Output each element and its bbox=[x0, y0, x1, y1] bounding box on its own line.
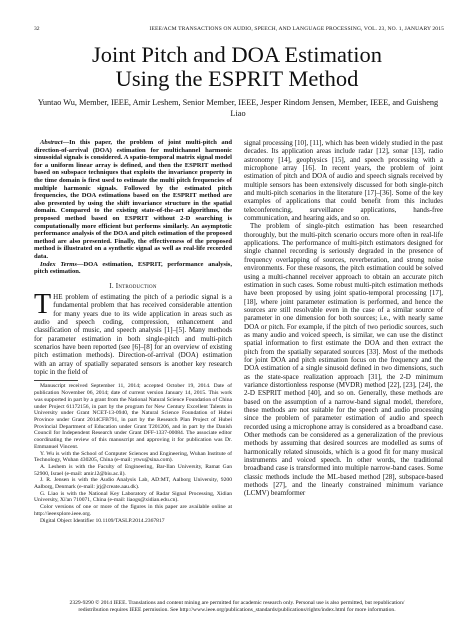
index-terms bbox=[34, 261, 232, 276]
footnote-doi: Digital Object Identifier 10.1109/TASLP.2014.2367817 bbox=[40, 517, 165, 524]
footnote-manuscript: Manuscript received September 11, 2014; accepted October 19, 2014. Date of publication November 06, 2014; date of current version January 14, 2015. This work was supported in part by a grant from the National Natural Science Foundation of China under Project 61172156, in part by the program for New Century Excellent Talents in University under Grant NCET-13-0940, the Natural Science Foundation of Hubei Province under Grant 2014CFB791, in part by the Research Plan Project of Hubei Provincial Department of Education under Grant T201206, and in part by the Danish Council for Independent Research under Grant DFF-1337-00084. The associate editor coordinating the review of this manuscript and approving it for publication was Dr. Emmanuel Vincent. bbox=[34, 383, 232, 450]
footnote-affiliation-wu: Y. Wu is with the School of Computer Sciences and Engineering, Wuhan Institute of Technology, Wuhan 430205, China (e-mail: ytwu@sina.com). bbox=[34, 450, 232, 464]
abstract bbox=[34, 139, 232, 261]
abstract-label: Abstract bbox=[40, 139, 63, 146]
right-column bbox=[244, 139, 443, 498]
footnote-affiliation-liao: G. Liao is with the National Key Laboratory of Radar Signal Processing, Xidian University, Xi'an 710071, China (e-mail: liaogs@xidian.edu.cn). bbox=[34, 490, 232, 504]
intro-paragraph bbox=[34, 289, 232, 377]
left-column bbox=[34, 139, 232, 524]
footnote-affiliation-jensen: J. R. Jensen is with the Audio Analysis Lab, AD:MT, Aalborg University, 9200 Aalborg, Denmark (e-mail: jrj@create.aau.dk). bbox=[34, 477, 232, 491]
title-line-2: Using the ESPRIT Method bbox=[115, 66, 359, 91]
page-number: 32 bbox=[34, 26, 40, 32]
footnote-color-versions: Color versions of one or more of the figures in this paper are available online at http://ieeexplore.ieee.org. bbox=[34, 504, 232, 517]
paper-title bbox=[0, 43, 474, 91]
author-list: Yuntao Wu, Member, IEEE, Amir Leshem, Senior Member, IEEE, Jesper Rindom Jensen, Member, IEEE, and Guisheng Liao bbox=[37, 98, 439, 118]
title-line-1: Joint Pitch and DOA Estimation bbox=[92, 42, 382, 67]
copyright-notice bbox=[0, 600, 474, 613]
abstract-text: —In this paper, the problem of joint multi-pitch and direction-of-arrival (DOA) estimation for multichannel harmonic sinusoidal signals is considered. A spatio-temporal matrix signal model for a uniform linear array is defined, and then the ESPRIT method based on subspace techniques that exploits the invariance property in the time domain is first used to estimate the multi pitch frequencies of multiple harmonic signals. Followed by the estimated pitch frequencies, the DOA estimations based on the ESPRIT method are also presented by using the shift invariance structure in the spatial domain. Compared to the existing state-of-the-art algorithms, the proposed method based on ESPRIT without 2-D searching is computationally more efficient but performs similarly. An asymptotic performance analysis of the DOA and pitch estimation of the proposed method are also presented. Finally, the effectiveness of the proposed method is illustrated on a synthetic signal as well as real-life recorded data. bbox=[34, 139, 232, 260]
body-paragraph: The problem of single-pitch estimation has been researched thoroughly, but the multi-pitch scenario occurs more often in real-life applications. The performance of multi-pitch estimators designed for single channel recording is seriously degraded in the presence of frequency overlapping of sources, reverberation, and strong noise environments. For these reasons, the pitch estimation could be solved using a multi-channel receiver approach to obtain an accurate pitch estimation in such cases. Some robust multi-pitch estimation methods have been proposed by using joint spatio-temporal processing [17], [18], where joint parameter estimation is performed, and hence the sources are still resolvable even in the case of a similar source of parameter in one dimension for both sources; i.e., with nearly same DOA or pitch. For example, if the pitch of two periodic sources, such as many audio and voiced speech, is similar, we can use the distinct spatial information to first estimate the DOA and then extract the pitch from the spatially separated sources [33]. Most of the methods for joint DOA and pitch estimation focus on the frequency and the DOA estimation of a single sinusoid defined in two dimensions, such as the state-space realization approach [31], the 2-D minimum variance distortionless response (MVDR) method [22], [23], [24], the 2-D ESPRIT method [40], and so on. Generally, these methods are based on the assumption of a narrow-band signal model, therefore, these methods are not suitable for the speech and audio processing since the problem of parameter estimation of audio and speech recorded using a microphone array is considered as a broadband case. Other methods can be considered as a generalization of the previous methods by assuming that desired sources are modelled as sums of harmonically related sinusoids, which is a good fit for many musical instruments and voiced speech. In other words, the traditional broadband case is transformed into multiple narrow-band cases. Some classic methods include the ML-based method [28], subspace-based methods [27], and the linearly constrained minimum variance (LCMV) beamformer bbox=[244, 222, 443, 498]
index-terms-label: Index Terms bbox=[40, 260, 77, 268]
footnote-affiliation-leshem: A. Leshem is with the Faculty of Engineering, Bar-Ilan University, Ramat Gan 52900, Israel (e-mail: amir.l2@biu.ac.il). bbox=[34, 463, 232, 477]
copyright-line-1: 2329-9290 © 2014 IEEE. Translations and content mining are permitted for academic research only. Personal use is also permitted, but republication/ bbox=[69, 600, 405, 606]
section-heading: I. Introduction bbox=[109, 281, 157, 290]
intro-lead-word: HE bbox=[53, 293, 63, 302]
body-paragraph: signal processing [10], [11], which has been widely studied in the past decades. Its application areas include radar [12], sonar [13], radio astronomy [14], geophysics [15], and speech processing with a microphone array [16]. In recent years, the problem of joint estimation of pitch and DOA of audio and speech signals received by multiple sensors has been extensively discussed for both single-pitch and multi-pitch scenarios in the literature [17]–[36]. Some of the key examples of applications that could benefit from this includes teleconferencing, surveillance applications, hands-free communication, and hearing aids, and so on. bbox=[244, 139, 443, 223]
drop-cap: T bbox=[34, 289, 52, 321]
journal-name: IEEE/ACM TRANSACTIONS ON AUDIO, SPEECH, AND LANGUAGE PROCESSING, VOL. 23, NO. 1, JANUARY 2015 bbox=[149, 26, 444, 32]
copyright-line-2: redistribution requires IEEE permission. See http://www.ieee.org/publications_standards/publications/rights/index.html for more information. bbox=[78, 606, 396, 613]
footnote-rule bbox=[34, 380, 78, 381]
index-terms-text: —DOA estimation, ESPRIT, performance analysis, pitch estimation. bbox=[34, 260, 232, 276]
intro-text: problem of estimating the pitch of a periodic signal is a fundamental problem that has received considerable attention for many years due to its wide application in areas such as audio and speech coding, compression, enhancement and classification of music, and speech analysis [1]–[5]. Many methods for parameter estimation in both single-pitch and multi-pitch scenarios have been reported (see [6]–[8] for an overview of existing pitch estimation methods). Direction-of-arrival (DOA) estimation with an array of spatially separated sensors is another key research topic in the field of bbox=[34, 293, 232, 377]
